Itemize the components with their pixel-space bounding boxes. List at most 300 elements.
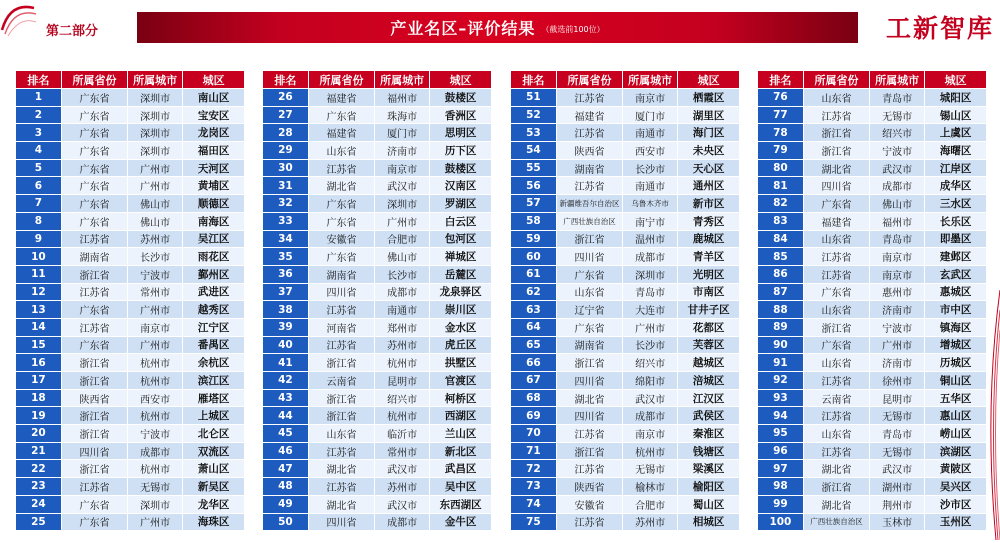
province-cell: 浙江省 bbox=[61, 460, 127, 478]
province-cell: 浙江省 bbox=[803, 124, 869, 142]
city-cell: 青岛市 bbox=[870, 89, 925, 107]
district-cell: 崂山区 bbox=[925, 425, 987, 443]
district-cell: 思明区 bbox=[430, 124, 492, 142]
district-cell: 吴兴区 bbox=[925, 478, 987, 496]
district-cell: 镇海区 bbox=[925, 318, 987, 336]
city-cell: 厦门市 bbox=[623, 106, 678, 124]
district-cell: 宝安区 bbox=[183, 106, 245, 124]
table-row bbox=[758, 354, 987, 372]
rank-cell: 45 bbox=[263, 425, 309, 443]
district-cell: 鼓楼区 bbox=[430, 89, 492, 107]
table-row bbox=[263, 407, 492, 425]
table-row bbox=[758, 425, 987, 443]
city-cell: 济南市 bbox=[870, 354, 925, 372]
province-cell: 湖南省 bbox=[556, 159, 622, 177]
province-cell: 广东省 bbox=[308, 248, 374, 266]
city-cell: 南通市 bbox=[375, 301, 430, 319]
table-row bbox=[16, 513, 245, 531]
district-cell: 罗湖区 bbox=[430, 195, 492, 213]
district-cell: 新北区 bbox=[430, 442, 492, 460]
province-cell: 江苏省 bbox=[308, 336, 374, 354]
city-cell: 青岛市 bbox=[870, 425, 925, 443]
rank-cell: 46 bbox=[263, 442, 309, 460]
city-cell: 温州市 bbox=[623, 230, 678, 248]
province-cell: 河南省 bbox=[308, 318, 374, 336]
rank-cell: 31 bbox=[263, 177, 309, 195]
table-row bbox=[511, 478, 740, 496]
table-row bbox=[16, 301, 245, 319]
rank-cell: 13 bbox=[16, 301, 62, 319]
table-row bbox=[758, 265, 987, 283]
city-cell: 厦门市 bbox=[375, 124, 430, 142]
rank-cell: 43 bbox=[263, 389, 309, 407]
province-cell: 新疆维吾尔自治区 bbox=[556, 195, 622, 213]
district-cell: 梁溪区 bbox=[678, 460, 740, 478]
province-cell: 广东省 bbox=[803, 283, 869, 301]
district-cell: 龙泉驿区 bbox=[430, 283, 492, 301]
province-cell: 广东省 bbox=[61, 159, 127, 177]
rank-cell: 78 bbox=[758, 124, 804, 142]
province-cell: 广东省 bbox=[803, 195, 869, 213]
table-row bbox=[263, 354, 492, 372]
city-cell: 南京市 bbox=[623, 425, 678, 443]
province-cell: 广东省 bbox=[556, 265, 622, 283]
table-row bbox=[263, 372, 492, 390]
city-cell: 南京市 bbox=[870, 265, 925, 283]
province-cell: 江苏省 bbox=[308, 159, 374, 177]
city-cell: 青岛市 bbox=[870, 230, 925, 248]
district-cell: 双流区 bbox=[183, 442, 245, 460]
rank-cell: 8 bbox=[16, 212, 62, 230]
province-cell: 广东省 bbox=[308, 106, 374, 124]
province-cell: 福建省 bbox=[308, 124, 374, 142]
table-row bbox=[263, 265, 492, 283]
district-cell: 海珠区 bbox=[183, 513, 245, 531]
city-cell: 南京市 bbox=[623, 89, 678, 107]
rank-cell: 40 bbox=[263, 336, 309, 354]
rank-cell: 79 bbox=[758, 142, 804, 160]
table-row bbox=[263, 283, 492, 301]
district-cell: 青羊区 bbox=[678, 248, 740, 266]
table-row bbox=[511, 442, 740, 460]
province-cell: 广东省 bbox=[61, 106, 127, 124]
province-cell: 湖北省 bbox=[803, 495, 869, 513]
district-cell: 黄埔区 bbox=[183, 177, 245, 195]
city-cell: 南京市 bbox=[128, 318, 183, 336]
table-header-row bbox=[511, 71, 740, 89]
rank-cell: 50 bbox=[263, 513, 309, 531]
city-cell: 武汉市 bbox=[375, 460, 430, 478]
city-cell: 福州市 bbox=[375, 89, 430, 107]
province-header: 所属省份 bbox=[61, 71, 127, 89]
province-cell: 四川省 bbox=[556, 248, 622, 266]
table-row bbox=[758, 212, 987, 230]
city-cell: 昆明市 bbox=[870, 389, 925, 407]
table-row bbox=[16, 478, 245, 496]
table-row bbox=[511, 89, 740, 107]
province-cell: 江苏省 bbox=[556, 513, 622, 531]
rank-cell: 3 bbox=[16, 124, 62, 142]
table-row bbox=[511, 389, 740, 407]
province-cell: 江苏省 bbox=[803, 407, 869, 425]
district-cell: 天河区 bbox=[183, 159, 245, 177]
province-cell: 福建省 bbox=[308, 89, 374, 107]
district-cell: 芙蓉区 bbox=[678, 336, 740, 354]
rank-cell: 42 bbox=[263, 372, 309, 390]
province-cell: 广东省 bbox=[556, 318, 622, 336]
rank-cell: 28 bbox=[263, 124, 309, 142]
province-cell: 陕西省 bbox=[556, 142, 622, 160]
district-cell: 南山区 bbox=[183, 89, 245, 107]
rank-cell: 10 bbox=[16, 248, 62, 266]
table-row bbox=[16, 407, 245, 425]
rank-cell: 83 bbox=[758, 212, 804, 230]
rank-cell: 44 bbox=[263, 407, 309, 425]
table-row bbox=[511, 159, 740, 177]
brand-logo-text: 工新智库 bbox=[885, 14, 994, 43]
province-cell: 山东省 bbox=[803, 354, 869, 372]
district-cell: 雁塔区 bbox=[183, 389, 245, 407]
province-cell: 广东省 bbox=[61, 124, 127, 142]
province-cell: 江苏省 bbox=[308, 478, 374, 496]
table-row bbox=[511, 212, 740, 230]
district-cell: 虎丘区 bbox=[430, 336, 492, 354]
rank-cell: 88 bbox=[758, 301, 804, 319]
city-cell: 广州市 bbox=[375, 212, 430, 230]
district-cell: 成华区 bbox=[925, 177, 987, 195]
rank-cell: 56 bbox=[511, 177, 557, 195]
city-cell: 成都市 bbox=[870, 177, 925, 195]
rank-cell: 22 bbox=[16, 460, 62, 478]
table-row bbox=[511, 336, 740, 354]
province-cell: 山东省 bbox=[556, 283, 622, 301]
rank-cell: 23 bbox=[16, 478, 62, 496]
district-cell: 三水区 bbox=[925, 195, 987, 213]
rank-cell: 87 bbox=[758, 283, 804, 301]
province-cell: 江苏省 bbox=[803, 442, 869, 460]
city-cell: 福州市 bbox=[870, 212, 925, 230]
table-row bbox=[758, 230, 987, 248]
table-row bbox=[16, 89, 245, 107]
table-row bbox=[758, 89, 987, 107]
table-row bbox=[263, 106, 492, 124]
province-cell: 江苏省 bbox=[308, 442, 374, 460]
table-row bbox=[758, 407, 987, 425]
district-header: 城区 bbox=[183, 71, 245, 89]
table-row bbox=[263, 212, 492, 230]
district-cell: 新市区 bbox=[678, 195, 740, 213]
rank-cell: 1 bbox=[16, 89, 62, 107]
province-cell: 浙江省 bbox=[308, 354, 374, 372]
city-cell: 苏州市 bbox=[375, 478, 430, 496]
rank-cell: 60 bbox=[511, 248, 557, 266]
province-cell: 广东省 bbox=[61, 336, 127, 354]
city-cell: 苏州市 bbox=[375, 336, 430, 354]
city-cell: 郑州市 bbox=[375, 318, 430, 336]
city-cell: 杭州市 bbox=[128, 407, 183, 425]
district-cell: 官渡区 bbox=[430, 372, 492, 390]
title-bar bbox=[137, 12, 858, 43]
city-cell: 长沙市 bbox=[128, 248, 183, 266]
province-cell: 福建省 bbox=[556, 106, 622, 124]
district-cell: 余杭区 bbox=[183, 354, 245, 372]
district-cell: 武进区 bbox=[183, 283, 245, 301]
district-cell: 钱塘区 bbox=[678, 442, 740, 460]
province-cell: 湖北省 bbox=[803, 159, 869, 177]
table-row bbox=[511, 495, 740, 513]
city-cell: 西安市 bbox=[128, 389, 183, 407]
district-cell: 龙岗区 bbox=[183, 124, 245, 142]
rank-cell: 73 bbox=[511, 478, 557, 496]
table-row bbox=[511, 283, 740, 301]
table-row bbox=[16, 159, 245, 177]
province-cell: 福建省 bbox=[803, 212, 869, 230]
city-cell: 成都市 bbox=[375, 513, 430, 531]
province-cell: 湖南省 bbox=[556, 336, 622, 354]
rank-cell: 30 bbox=[263, 159, 309, 177]
city-cell: 合肥市 bbox=[623, 495, 678, 513]
province-cell: 江苏省 bbox=[803, 265, 869, 283]
city-cell: 长沙市 bbox=[375, 265, 430, 283]
district-cell: 北仑区 bbox=[183, 425, 245, 443]
table-row bbox=[16, 124, 245, 142]
city-cell: 常州市 bbox=[375, 442, 430, 460]
district-cell: 鄞州区 bbox=[183, 265, 245, 283]
table-row bbox=[511, 407, 740, 425]
rank-cell: 66 bbox=[511, 354, 557, 372]
province-cell: 湖北省 bbox=[308, 460, 374, 478]
rank-cell: 34 bbox=[263, 230, 309, 248]
city-cell: 珠海市 bbox=[375, 106, 430, 124]
district-cell: 青秀区 bbox=[678, 212, 740, 230]
city-cell: 乌鲁木齐市 bbox=[623, 195, 678, 213]
table-row bbox=[16, 425, 245, 443]
rank-cell: 77 bbox=[758, 106, 804, 124]
table-header-row bbox=[263, 71, 492, 89]
rank-cell: 52 bbox=[511, 106, 557, 124]
table-row bbox=[263, 89, 492, 107]
province-cell: 江苏省 bbox=[61, 283, 127, 301]
ranking-table-3 bbox=[510, 70, 740, 531]
district-cell: 鹿城区 bbox=[678, 230, 740, 248]
district-cell: 长乐区 bbox=[925, 212, 987, 230]
rank-cell: 71 bbox=[511, 442, 557, 460]
province-cell: 江苏省 bbox=[556, 89, 622, 107]
district-cell: 越秀区 bbox=[183, 301, 245, 319]
table-row bbox=[758, 301, 987, 319]
table-row bbox=[511, 230, 740, 248]
province-cell: 云南省 bbox=[308, 372, 374, 390]
district-header: 城区 bbox=[430, 71, 492, 89]
province-cell: 江苏省 bbox=[61, 318, 127, 336]
province-cell: 浙江省 bbox=[61, 354, 127, 372]
table-row bbox=[758, 283, 987, 301]
district-cell: 南海区 bbox=[183, 212, 245, 230]
table-row bbox=[16, 354, 245, 372]
province-cell: 浙江省 bbox=[803, 318, 869, 336]
rank-cell: 74 bbox=[511, 495, 557, 513]
district-cell: 建邺区 bbox=[925, 248, 987, 266]
province-cell: 广东省 bbox=[61, 177, 127, 195]
city-cell: 杭州市 bbox=[375, 354, 430, 372]
table-row bbox=[758, 442, 987, 460]
province-cell: 安徽省 bbox=[308, 230, 374, 248]
city-header: 所属城市 bbox=[870, 71, 925, 89]
province-cell: 江苏省 bbox=[803, 372, 869, 390]
city-cell: 广州市 bbox=[128, 301, 183, 319]
city-cell: 杭州市 bbox=[128, 460, 183, 478]
district-cell: 天心区 bbox=[678, 159, 740, 177]
district-cell: 岳麓区 bbox=[430, 265, 492, 283]
city-cell: 大连市 bbox=[623, 301, 678, 319]
city-cell: 杭州市 bbox=[128, 372, 183, 390]
district-cell: 汉南区 bbox=[430, 177, 492, 195]
district-cell: 江汉区 bbox=[678, 389, 740, 407]
province-cell: 陕西省 bbox=[556, 478, 622, 496]
rank-cell: 99 bbox=[758, 495, 804, 513]
province-cell: 湖北省 bbox=[803, 460, 869, 478]
district-cell: 禅城区 bbox=[430, 248, 492, 266]
city-cell: 无锡市 bbox=[128, 478, 183, 496]
ranking-table-2 bbox=[262, 70, 492, 531]
province-cell: 湖北省 bbox=[556, 389, 622, 407]
city-cell: 南宁市 bbox=[623, 212, 678, 230]
city-cell: 济南市 bbox=[375, 142, 430, 160]
rank-cell: 21 bbox=[16, 442, 62, 460]
rank-cell: 86 bbox=[758, 265, 804, 283]
rank-cell: 93 bbox=[758, 389, 804, 407]
district-cell: 甘井子区 bbox=[678, 301, 740, 319]
province-cell: 广东省 bbox=[308, 212, 374, 230]
rank-cell: 72 bbox=[511, 460, 557, 478]
district-cell: 江宁区 bbox=[183, 318, 245, 336]
rank-cell: 84 bbox=[758, 230, 804, 248]
section-label: 第二部分 bbox=[46, 24, 99, 39]
rank-cell: 64 bbox=[511, 318, 557, 336]
rank-cell: 80 bbox=[758, 159, 804, 177]
rank-header: 排名 bbox=[263, 71, 309, 89]
province-header: 所属省份 bbox=[308, 71, 374, 89]
district-cell: 金牛区 bbox=[430, 513, 492, 531]
district-cell: 拱墅区 bbox=[430, 354, 492, 372]
table-row bbox=[16, 248, 245, 266]
rank-cell: 95 bbox=[758, 425, 804, 443]
table-row bbox=[758, 478, 987, 496]
city-cell: 临沂市 bbox=[375, 425, 430, 443]
table-row bbox=[511, 425, 740, 443]
city-cell: 广州市 bbox=[128, 177, 183, 195]
rank-cell: 94 bbox=[758, 407, 804, 425]
rank-header: 排名 bbox=[16, 71, 62, 89]
rank-cell: 68 bbox=[511, 389, 557, 407]
city-cell: 济南市 bbox=[870, 301, 925, 319]
district-cell: 市南区 bbox=[678, 283, 740, 301]
city-cell: 长沙市 bbox=[623, 159, 678, 177]
district-cell: 海门区 bbox=[678, 124, 740, 142]
district-cell: 即墨区 bbox=[925, 230, 987, 248]
rank-cell: 37 bbox=[263, 283, 309, 301]
district-cell: 吴中区 bbox=[430, 478, 492, 496]
province-cell: 湖北省 bbox=[308, 177, 374, 195]
table-row bbox=[263, 159, 492, 177]
rank-cell: 39 bbox=[263, 318, 309, 336]
district-cell: 福田区 bbox=[183, 142, 245, 160]
province-cell: 广西壮族自治区 bbox=[803, 513, 869, 531]
rank-cell: 76 bbox=[758, 89, 804, 107]
district-cell: 惠城区 bbox=[925, 283, 987, 301]
table-row bbox=[263, 336, 492, 354]
district-cell: 黄陂区 bbox=[925, 460, 987, 478]
table-row bbox=[16, 372, 245, 390]
district-cell: 蜀山区 bbox=[678, 495, 740, 513]
city-cell: 湖州市 bbox=[870, 478, 925, 496]
table-row bbox=[758, 177, 987, 195]
province-cell: 浙江省 bbox=[556, 230, 622, 248]
district-cell: 增城区 bbox=[925, 336, 987, 354]
table-row bbox=[263, 124, 492, 142]
province-cell: 浙江省 bbox=[803, 478, 869, 496]
city-cell: 绵阳市 bbox=[623, 372, 678, 390]
city-cell: 杭州市 bbox=[375, 407, 430, 425]
district-cell: 柯桥区 bbox=[430, 389, 492, 407]
province-cell: 广东省 bbox=[61, 301, 127, 319]
province-cell: 山东省 bbox=[803, 301, 869, 319]
rank-cell: 9 bbox=[16, 230, 62, 248]
city-cell: 昆明市 bbox=[375, 372, 430, 390]
rank-cell: 38 bbox=[263, 301, 309, 319]
province-cell: 浙江省 bbox=[308, 389, 374, 407]
district-cell: 惠山区 bbox=[925, 407, 987, 425]
table-row bbox=[16, 336, 245, 354]
city-cell: 深圳市 bbox=[128, 89, 183, 107]
district-header: 城区 bbox=[925, 71, 987, 89]
province-cell: 四川省 bbox=[803, 177, 869, 195]
province-cell: 浙江省 bbox=[556, 442, 622, 460]
city-cell: 深圳市 bbox=[128, 495, 183, 513]
rank-cell: 29 bbox=[263, 142, 309, 160]
district-cell: 崇川区 bbox=[430, 301, 492, 319]
district-cell: 西湖区 bbox=[430, 407, 492, 425]
province-header: 所属省份 bbox=[556, 71, 622, 89]
page-title: 产业名区–评价结果 bbox=[390, 19, 536, 38]
table-row bbox=[511, 265, 740, 283]
city-cell: 武汉市 bbox=[870, 159, 925, 177]
city-cell: 广州市 bbox=[870, 336, 925, 354]
city-cell: 南京市 bbox=[870, 248, 925, 266]
city-cell: 武汉市 bbox=[870, 460, 925, 478]
rank-cell: 19 bbox=[16, 407, 62, 425]
province-cell: 湖南省 bbox=[61, 248, 127, 266]
rank-cell: 82 bbox=[758, 195, 804, 213]
city-cell: 苏州市 bbox=[128, 230, 183, 248]
rank-cell: 97 bbox=[758, 460, 804, 478]
table-row bbox=[511, 301, 740, 319]
rank-cell: 63 bbox=[511, 301, 557, 319]
city-cell: 深圳市 bbox=[128, 142, 183, 160]
rank-cell: 6 bbox=[16, 177, 62, 195]
page-subtitle: （截选前100位） bbox=[541, 24, 605, 34]
city-cell: 绍兴市 bbox=[870, 124, 925, 142]
table-row bbox=[263, 478, 492, 496]
table-row bbox=[16, 318, 245, 336]
rank-cell: 54 bbox=[511, 142, 557, 160]
rank-cell: 81 bbox=[758, 177, 804, 195]
rank-cell: 32 bbox=[263, 195, 309, 213]
district-cell: 光明区 bbox=[678, 265, 740, 283]
rank-cell: 75 bbox=[511, 513, 557, 531]
province-cell: 四川省 bbox=[308, 283, 374, 301]
rank-cell: 35 bbox=[263, 248, 309, 266]
